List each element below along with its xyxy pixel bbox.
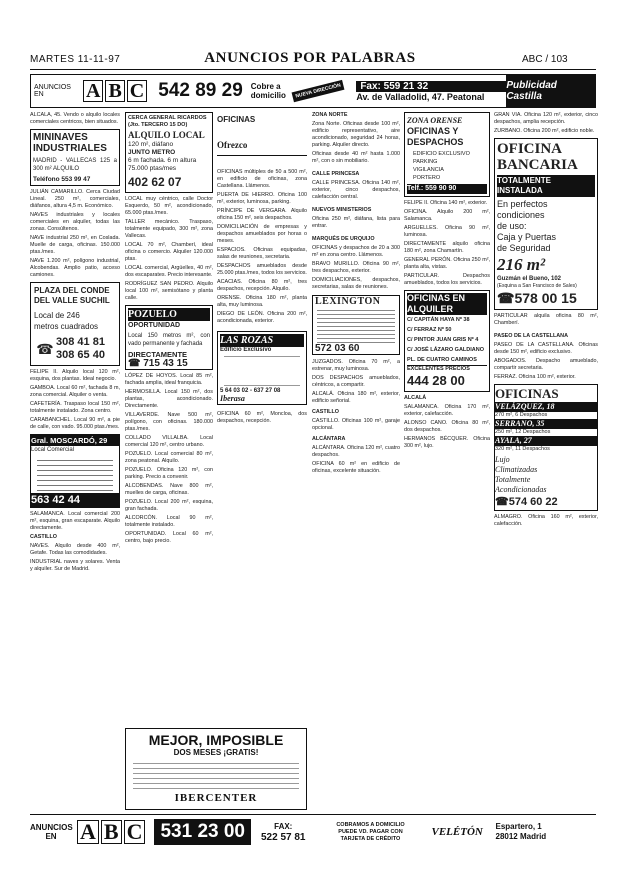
- subsection-title: CALLE PRINCESA: [312, 171, 360, 177]
- classified-item: OFICINAS y despachos de 20 a 300 m² en zona centro. Llámenos.: [312, 245, 400, 258]
- top-banner: [30, 74, 596, 108]
- classified-item: BRAVO MURILLO. Oficina 90 m², tres despachos, exterior.: [312, 261, 400, 274]
- classified-item: OPORTUNIDAD. Local 60 m², centro, bajo precio.: [125, 531, 213, 544]
- classified-item: FELIPE II. Alquilo local 120 m², esquina, dos plantas. Ideal negocio.: [30, 369, 120, 382]
- features-list: EDIFICIO EXCLUSIVO PARKING VIGILANCIA PORTERO: [413, 151, 470, 181]
- classified-item: Oficinas desde 40 m² hasta 1.000 m², con o sin mobiliario.: [312, 151, 400, 164]
- classified-item: JULIÁN CAMARILLO. Cerca Ciudad Lineal. 250 m², comerciales, diáfanos, altura 4,5 m. Económico.: [30, 189, 120, 209]
- classified-item: RODRÍGUEZ SAN PEDRO. Alquilo local 100 m², semisótano y planta calle.: [125, 281, 213, 301]
- footer-brand: VELÉTÓN: [431, 826, 483, 838]
- phone-icon: ☎: [495, 496, 509, 508]
- classified-item: CARABANCHEL. Local 90 m², a pie de calle, con vado. 95.000 ptas./mes.: [30, 417, 120, 430]
- addresses-list: C/ CAPITÁN HAYA Nº 38 C/ FERRAZ Nº 50 C/ PINTOR JUAN GRIS Nº 4 C/ JOSÉ LÁZARO GALDIANO PL. DE CUATRO CAMINOS: [407, 317, 485, 363]
- classified-item: OFICINA 60 m², Moncloa, dos despachos, recepción.: [217, 411, 307, 424]
- classified-item: ALCORCÓN. Local 90 m², totalmente instalado.: [125, 515, 213, 528]
- classified-item: TALLER mecánico. Traspaso, totalmente equipado, 300 m², zona Vallecas.: [125, 219, 213, 239]
- classified-item: PUERTA DE HIERRO. Oficina 100 m², exterior, luminosa, parking.: [217, 192, 307, 205]
- classified-item: LOCAL comercial, Argüelles, 40 m², dos escaparates. Precio interesante.: [125, 265, 213, 278]
- section-title: ANUNCIOS POR PALABRAS: [204, 50, 416, 66]
- banner-address: Av. de Valladolid, 47. Peatonal: [356, 91, 485, 102]
- classified-item: ALCALÁ. Oficina 180 m², exterior, edificio señorial.: [312, 391, 400, 404]
- ad-moscardo: Gral. MOSCARDÓ, 29 Local Comercial 563 42 44: [30, 434, 120, 508]
- page-number: ABC / 103: [522, 54, 568, 65]
- classified-item: ALCALÁ, 45. Vendo o alquilo locales comerciales centricos, bien situados.: [30, 112, 120, 125]
- ad-body-lines: [224, 356, 300, 386]
- issue-date: MARTES 11-11-97: [30, 54, 121, 65]
- classified-item: DOS DESPACHOS amueblados, céntricos, a compartir.: [312, 375, 400, 388]
- column-1: [30, 112, 120, 812]
- ad-zona-orense: ZONA ORENSE OFICINAS Y DESPACHOS EDIFICIO EXCLUSIVO PARKING VIGILANCIA PORTERO Telf.: 559 90 90: [404, 112, 490, 197]
- subsection-title: ALCÁNTARA: [312, 436, 346, 442]
- classified-item: NAVES. Alquilo desde 400 m², Getafe. Todas las comodidades.: [30, 543, 120, 556]
- classified-item: PASEO DE LA CASTELLANA. Oficinas desde 150 m², edificio exclusivo.: [494, 342, 598, 355]
- footer-abc-logo: A B C: [76, 819, 146, 845]
- classified-item: Oficina 250 m², diáfana, lista para entrar.: [312, 216, 400, 229]
- ad-lexington: LEXINGTON 572 03 60: [312, 295, 400, 355]
- ad-plaza-conde: PLAZA DEL CONDE DEL VALLE SUCHIL Local de 246 metros cuadrados ☎ 308 41 81 308 65 40: [30, 282, 120, 366]
- phone-icon: ☎: [128, 358, 144, 369]
- classified-item: HERMOSILLA. Local 150 m², dos plantas, acondicionado. Directamente.: [125, 389, 213, 409]
- footer-rule: [30, 814, 596, 815]
- classified-item: OFICINAS múltiples de 50 a 500 m², en edificio de oficinas, zona Castellana. Llámenos.: [217, 169, 307, 189]
- subsection-title: PASEO DE LA CASTELLANA: [494, 333, 568, 339]
- classified-item: DIRECTAMENTE alquilo oficina 180 m², zona Chamartín.: [404, 241, 490, 254]
- classified-item: NAVES industriales y locales comerciales en alquiler, todas las zonas. Consúltenos.: [30, 212, 120, 232]
- classified-item: FELIPE II. Oficina 140 m², exterior.: [404, 200, 488, 206]
- classified-item: CAFETERÍA. Traspaso local 150 m², totalmente instalado. Zona centro.: [30, 401, 120, 414]
- ad-alquilo-local: CERCA GENERAL RICARDOS (Jto. TERCERO 15 DO) ALQUILO LOCAL 120 m², diáfano JUNTO METRO 6 m fachada. 6 m altura 75.000 ptas/mes 402 62 07: [125, 112, 213, 193]
- footer-lead: ANUNCIOS EN: [30, 823, 73, 841]
- classified-item: DIEGO DE LEÓN. Oficina 200 m², acondicionada, exterior.: [217, 311, 307, 324]
- ad-pozuelo: POZUELO OPORTUNIDAD Local 150 metros m², con vado permanente y fachada DIRECTAMENTE ☎ 715 43 15: [125, 305, 213, 370]
- ad-body-lines: [317, 307, 395, 343]
- ad-mininaves: MININAVES INDUSTRIALES MADRID - VALLECAS 125 a 300 m² ALQUILO Teléfono 553 99 47: [30, 129, 120, 186]
- subsection-naves: CASTILLO: [30, 534, 57, 540]
- classified-item: POZUELO. Oficina 120 m², con parking. Precio a convenir.: [125, 467, 213, 480]
- oficinas-heading: OFICINAS Ofrezco: [217, 112, 307, 156]
- header-rule: [30, 69, 596, 70]
- classified-item: NAVE 1.200 m², polígono industrial, Alcobendas. Amplio patio, acceso camiones.: [30, 258, 120, 278]
- classified-item: OFICINA. Alquilo 200 m², Salamanca.: [404, 209, 490, 222]
- subsection-title: NUEVOS MINISTERIOS: [312, 207, 372, 213]
- classified-item: INDUSTRIAL naves y solares. Venta y alquiler. Sur de Madrid.: [30, 559, 120, 572]
- classified-item: PRÍNCIPE DE VERGARA. Alquilo oficina 150 m², seis despachos.: [217, 208, 307, 221]
- banner-stamp: NUEVA DIRECCIÓN: [291, 80, 344, 102]
- banner-lead: ANUNCIOS EN: [34, 84, 71, 98]
- classified-item: GENERAL PERÓN. Oficina 250 m², planta alta, vistas.: [404, 257, 490, 270]
- classified-item: PARTICULAR alquila oficina 80 m², Chamberí.: [494, 313, 598, 326]
- footer-banner: [30, 817, 596, 847]
- column-2: [125, 112, 213, 722]
- classified-item: CALLE PRINCESA. Oficina 140 m², exterior, cinco despachos, calefacción central.: [312, 180, 400, 200]
- banner-phone: 542 89 29: [158, 80, 243, 101]
- classified-item: COLLADO VILLALBA. Local comercial 120 m², centro urbano.: [125, 435, 213, 448]
- banner-contact: [356, 81, 506, 102]
- ad-mejor-imposible: MEJOR, IMPOSIBLE DOS MESES ¡GRATIS! IBERCENTER: [125, 728, 307, 810]
- classified-item: Zona Norte. Oficinas desde 100 m², edificio representativo, aire acondicionado, seguridad 24 horas, parking. Alquiler directo.: [312, 121, 400, 148]
- classified-item: LOCAL muy céntrico, calle Doctor Esquerdo, 50 m², acondicionado, 65.000 ptas./mes.: [125, 196, 213, 216]
- classified-item: ABOGADOS. Despacho amueblado, compartir secretaria.: [494, 358, 598, 371]
- classified-item: ACACIAS. Oficina 80 m², tres despachos, recepción. Alquilo.: [217, 279, 307, 292]
- ad-oficina-bancaria: OFICINA BANCARIA TOTALMENTE INSTALADA En perfectos condiciones de uso: Caja y Puertas de Seguridad 216 m² Guzmán el Bueno, 102 (Esquina a San Francisco de Sales) ☎578 00 15: [494, 138, 598, 310]
- classified-item: DOMICILIACIÓN de empresas y despachos amueblados por horas o meses.: [217, 224, 307, 244]
- classified-item: DESPACHOS amueblados desde 25.000 ptas./mes, todos los servicios.: [217, 263, 307, 276]
- ad-las-rozas: LAS ROZAS Edificio Exclusivo 5 64 03 02 - 637 27 08 Iberasa: [217, 331, 307, 405]
- classified-item: POZUELO. Local 200 m², esquina, gran fachada.: [125, 499, 213, 512]
- classified-item: PARTICULAR. Despachos amueblados, todos los servicios.: [404, 273, 490, 286]
- classified-item: POZUELO. Local comercial 80 m², zona peatonal. Alquilo.: [125, 451, 213, 464]
- classified-item: ALCOBENDAS. Nave 800 m², muelles de carga, oficinas.: [125, 483, 213, 496]
- subsection-title: CASTILLO: [312, 409, 339, 415]
- classified-item: LÓPEZ DE HOYOS. Local 85 m², fachada amplia, ideal franquicia.: [125, 373, 213, 386]
- classified-item: SALAMANCA. Oficina 170 m², exterior, calefacción.: [404, 404, 490, 417]
- classified-item: SALAMANCA. Local comercial 200 m², esquina, gran escaparate. Alquilo directamente.: [30, 511, 120, 531]
- ad-body-lines: [133, 761, 299, 789]
- banner-fax: Fax: 559 21 32: [356, 81, 506, 92]
- column-6: [494, 112, 598, 812]
- ad-oficinas-velazquez: OFICINAS VELÁZQUEZ, 18 270 m², 6 Despachos SERRANO, 35 250 m², 12 Despachos AYALA, 27 320 m², 11 Despachos Lujo Climatizadas Totalmente Acondicionadas ☎574 60 22: [494, 384, 598, 511]
- classified-item: ALMAGRO. Oficina 160 m², exterior, calefacción.: [494, 514, 598, 527]
- footer-payment: COBRAMOS A DOMICILIO PUEDE VD. PAGAR CON TARJETA DE CRÉDITO: [336, 821, 405, 842]
- phone-icon: ☎: [36, 340, 54, 357]
- classified-item: ZURBANO. Oficina 200 m², edificio noble.: [494, 128, 595, 134]
- classified-item: VILLAVERDE. Nave 500 m², polígono, con oficinas. 180.000 ptas./mes.: [125, 412, 213, 432]
- classified-item: CASTILLO. Oficinas 100 m², garaje opcional.: [312, 418, 400, 431]
- classified-item: GAMBOA. Local 60 m², fachada 8 m, zona comercial. Alquiler o venta.: [30, 385, 120, 398]
- price-table: [37, 457, 113, 491]
- classified-item: DOMICILIACIONES, despachos, secretarias, salas de reuniones.: [312, 277, 400, 290]
- classified-item: LOCAL 70 m², Chamberí, ideal oficina o comercio. Alquiler 120.000 ptas.: [125, 242, 213, 262]
- ad-oficinas-alquiler: OFICINAS EN ALQUILER C/ CAPITÁN HAYA Nº 38 C/ FERRAZ Nº 50 C/ PINTOR JUAN GRIS Nº 4 C/ JOSÉ LÁZARO GALDIANO PL. DE CUATRO CAMINOS EXCELENTES PRECIOS 444 28 00: [404, 290, 490, 392]
- column-4: [312, 112, 400, 722]
- classified-item: FERRAZ. Oficina 100 m², exterior.: [494, 374, 576, 380]
- subsection-title: ZONA NORTE: [312, 112, 348, 118]
- phone-icon: ☎: [497, 290, 515, 306]
- footer-address: Espartero, 1 28012 Madrid: [495, 822, 547, 841]
- column-5: [404, 112, 490, 812]
- classified-item: ORENSE. Oficina 180 m², planta alta, muy luminosa.: [217, 295, 307, 308]
- footer-phone: 531 23 00: [154, 819, 251, 845]
- banner-abc-logo: A B C: [82, 80, 148, 103]
- classified-item: HERMANOS BÉCQUER. Oficina 300 m², lujo.: [404, 436, 490, 449]
- classified-item: NAVE industrial 250 m², en Coslada. Muelle de carga, oficinas. 150.000 ptas./mes.: [30, 235, 120, 255]
- banner-brand: Publicidad Castilla: [506, 75, 595, 107]
- subsection-title: ALCALÁ: [404, 395, 427, 401]
- footer-fax: FAX: 522 57 81: [261, 822, 306, 843]
- classified-item: JUZGADOS. Oficina 70 m², a estrenar, muy luminosa.: [312, 359, 400, 372]
- subsection-title: MARQUÉS DE URQUIJO: [312, 236, 375, 242]
- classified-item: ALONSO CANO. Oficina 80 m², dos despachos.: [404, 420, 490, 433]
- classified-item: OFICINA 60 m² en edificio de oficinas, excelente situación.: [312, 461, 400, 474]
- column-3: [217, 112, 307, 722]
- classified-item: ESPACIOS. Oficinas equipadas, salas de reuniones, secretaria.: [217, 247, 307, 260]
- classified-item: ARGUELLES. Oficina 90 m², luminosa.: [404, 225, 490, 238]
- banner-cobre: Cobre a domicilio: [250, 82, 286, 100]
- classified-item: GRAN VÍA. Oficina 120 m², exterior, cinco despachos, amplia recepción.: [494, 112, 598, 125]
- classified-item: ALCÁNTARA. Oficina 120 m², cuatro despachos.: [312, 445, 400, 458]
